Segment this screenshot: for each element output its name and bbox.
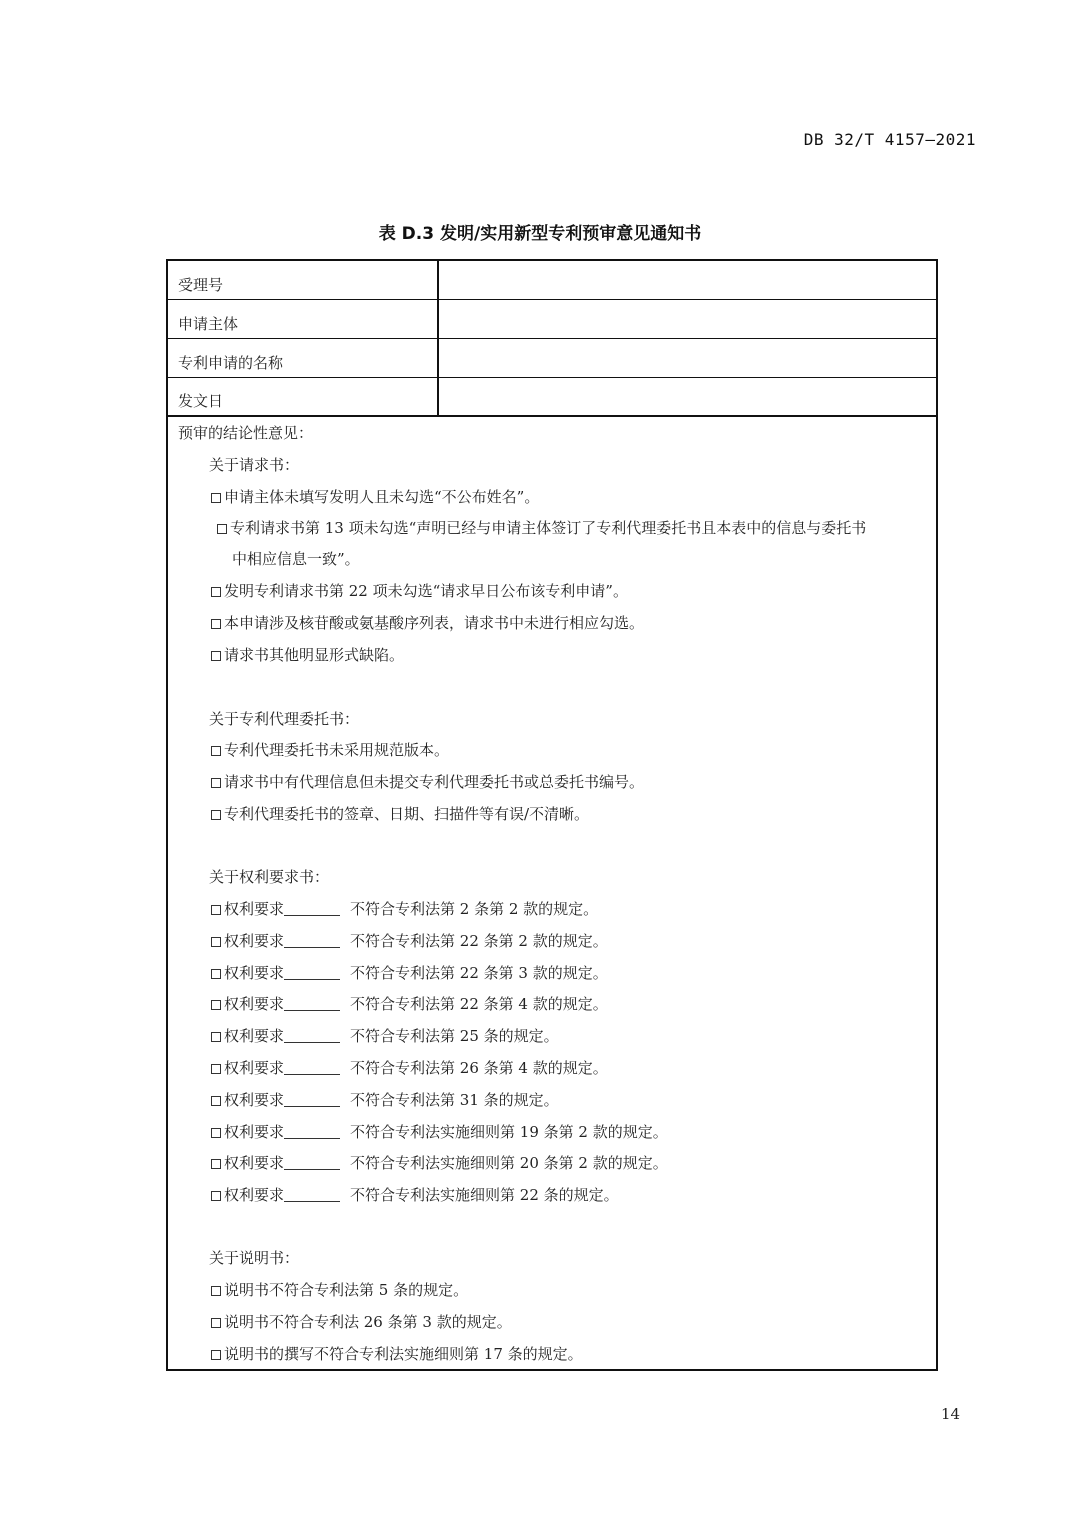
checkbox-icon[interactable] (211, 1000, 221, 1010)
section-heading-claims: 关于权利要求书： (209, 868, 330, 886)
checkbox-icon[interactable] (211, 1064, 221, 1074)
checkbox-icon[interactable] (211, 1159, 221, 1169)
checkbox-icon[interactable] (211, 746, 221, 756)
field-label: 发文日 (178, 392, 224, 410)
checkbox-icon[interactable] (211, 905, 221, 915)
checkbox-icon[interactable] (211, 619, 221, 629)
claim-number-blank[interactable] (284, 1155, 340, 1170)
checkbox-icon[interactable] (211, 778, 221, 788)
section-heading-description: 关于说明书： (209, 1249, 300, 1267)
field-row-issue-date (168, 378, 936, 417)
claims-item[interactable]: 权利要求 不符合专利法第 22 条第 3 款的规定。 (211, 962, 608, 983)
claim-number-blank[interactable] (284, 933, 340, 948)
document-code: DB 32/T 4157—2021 (803, 130, 976, 149)
checklist-item[interactable]: 请求书其他明显形式缺陷。 (211, 644, 404, 665)
field-label: 申请主体 (178, 315, 239, 333)
claims-item[interactable]: 权利要求 不符合专利法实施细则第 19 条第 2 款的规定。 (211, 1121, 668, 1142)
checkbox-icon[interactable] (211, 1191, 221, 1201)
claim-number-blank[interactable] (284, 1060, 340, 1075)
claim-number-blank[interactable] (284, 901, 340, 916)
checkbox-icon[interactable] (211, 969, 221, 979)
checklist-item[interactable]: 本申请涉及核苷酸或氨基酸序列表，请求书中未进行相应勾选。 (211, 612, 644, 633)
checklist-item[interactable]: 说明书不符合专利法第 5 条的规定。 (211, 1279, 468, 1300)
claim-number-blank[interactable] (284, 1092, 340, 1107)
checkbox-icon[interactable] (211, 1128, 221, 1138)
checklist-item[interactable]: 专利代理委托书的签章、日期、扫描件等有误/不清晰。 (211, 803, 589, 824)
notice-form-table (166, 259, 938, 1371)
field-label: 专利申请的名称 (178, 354, 284, 372)
claims-item[interactable]: 权利要求 不符合专利法第 25 条的规定。 (211, 1025, 559, 1046)
claim-number-blank[interactable] (284, 1124, 340, 1139)
field-row-applicant (168, 300, 936, 339)
claim-number-blank[interactable] (284, 996, 340, 1011)
checkbox-icon[interactable] (211, 1032, 221, 1042)
checkbox-icon[interactable] (211, 1318, 221, 1328)
claim-number-blank[interactable] (284, 1187, 340, 1202)
page-number: 14 (941, 1405, 961, 1423)
checklist-item[interactable]: 请求书中有代理信息但未提交专利代理委托书或总委托书编号。 (211, 771, 644, 792)
claims-item[interactable]: 权利要求 不符合专利法第 31 条的规定。 (211, 1089, 559, 1110)
claim-number-blank[interactable] (284, 1028, 340, 1043)
checklist-item[interactable]: 专利代理委托书未采用规范版本。 (211, 739, 449, 760)
claims-item[interactable]: 权利要求 不符合专利法第 22 条第 4 款的规定。 (211, 993, 608, 1014)
field-row-acceptance-number (168, 261, 936, 300)
claims-item[interactable]: 权利要求 不符合专利法第 2 条第 2 款的规定。 (211, 898, 598, 919)
opinion-heading: 预审的结论性意见： (178, 424, 314, 442)
checkbox-icon[interactable] (211, 1286, 221, 1296)
checkbox-icon[interactable] (211, 587, 221, 597)
checklist-item[interactable]: 专利请求书第 13 项未勾选“声明已经与申请主体签订了专利代理委托书且本表中的信息与委托书 (217, 517, 866, 538)
checkbox-icon[interactable] (217, 524, 227, 534)
checklist-item[interactable]: 发明专利请求书第 22 项未勾选“请求早日公布该专利申请”。 (211, 580, 628, 601)
claims-item[interactable]: 权利要求 不符合专利法实施细则第 22 条的规定。 (211, 1184, 619, 1205)
column-divider (437, 261, 439, 417)
section-heading-request: 关于请求书： (209, 456, 300, 474)
checklist-item[interactable]: 申请主体未填写发明人且未勾选“不公布姓名”。 (211, 486, 539, 507)
field-row-application-name (168, 339, 936, 378)
claim-number-blank[interactable] (284, 965, 340, 980)
checklist-item[interactable]: 说明书不符合专利法 26 条第 3 款的规定。 (211, 1311, 512, 1332)
claims-item[interactable]: 权利要求 不符合专利法实施细则第 20 条第 2 款的规定。 (211, 1152, 668, 1173)
claims-item[interactable]: 权利要求 不符合专利法第 22 条第 2 款的规定。 (211, 930, 608, 951)
section-heading-agency: 关于专利代理委托书： (209, 710, 360, 728)
checkbox-icon[interactable] (211, 651, 221, 661)
table-title: 表 D.3 发明/实用新型专利预审意见通知书 (378, 224, 702, 244)
checkbox-icon[interactable] (211, 810, 221, 820)
checkbox-icon[interactable] (211, 493, 221, 503)
checklist-item-continuation: 中相应信息一致”。 (232, 550, 360, 568)
checklist-item[interactable]: 说明书的撰写不符合专利法实施细则第 17 条的规定。 (211, 1343, 583, 1364)
checkbox-icon[interactable] (211, 1096, 221, 1106)
field-label: 受理号 (178, 276, 224, 294)
checkbox-icon[interactable] (211, 1350, 221, 1360)
claims-item[interactable]: 权利要求 不符合专利法第 26 条第 4 款的规定。 (211, 1057, 608, 1078)
checkbox-icon[interactable] (211, 937, 221, 947)
